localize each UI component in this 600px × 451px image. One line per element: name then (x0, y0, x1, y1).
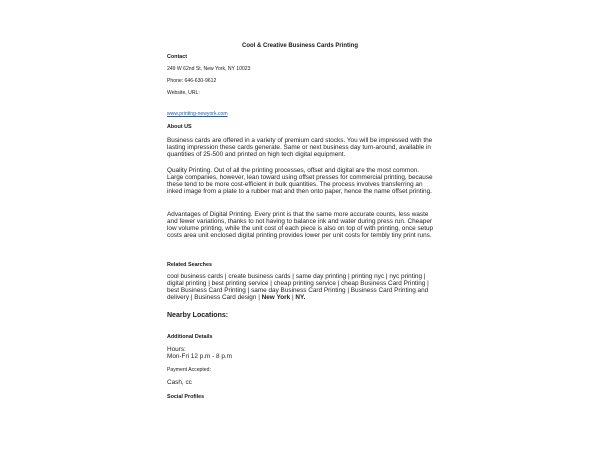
page-title: Cool & Creative Business Cards Printing (241, 43, 359, 49)
about-heading: About US (167, 124, 192, 130)
contact-address: 249 W 62nd St, New York, NY 10023 (167, 66, 251, 72)
about-paragraph: Quality Printing. Out of all the printing processes, offset and digital are the most common. Large companies, however, lean toward using offset presses for commercial printing, because these tend to be more cost-efficient in bulk quantities. The process involves transferring an inked image from a plate to a rubber mat and then onto paper, hence the name offset printing. (167, 167, 433, 196)
additional-heading: Additional Details (167, 334, 213, 340)
related-search-link[interactable]: New York (261, 294, 291, 302)
related-search-link[interactable]: cool business cards (167, 273, 224, 280)
hours-label: Hours: (167, 346, 186, 353)
nearby-section (167, 312, 437, 319)
related-search-link[interactable]: same day printing (295, 273, 347, 280)
about-paragraph: Advantages of Digital Printing. Every print is that the same more accurate counts, less waste and fewer variations, thanks to not having to balance ink and water during press run. Cheaper low volume printing, while the unit cost of each piece is also on top of with printing, once setup costs area unit enclosed digital printing provides lower per unit costs for tembly tiny print runs. (167, 211, 434, 240)
website-link[interactable]: www.printing-newyork.com (167, 111, 228, 117)
contact-phone: Phone: 646-630-9612 (167, 78, 217, 84)
related-search-link[interactable]: printing nyc (351, 273, 385, 280)
related-search-link[interactable]: best Business Card Printing (167, 287, 246, 295)
related-search-link[interactable]: digital printing (167, 280, 207, 288)
social-section (167, 394, 437, 400)
additional-section (167, 334, 437, 340)
social-heading: Social Profiles (167, 394, 205, 400)
about-paragraph: Business cards are offered in a variety of premium card stocks. You will be impressed with the lasting impression these cards generate. Same or next business day turn-around, available in quantities of 25-500 and printed on high tech digital equipment. (167, 137, 433, 159)
related-searches-list: cool business cards | create business cards | same day printing | printing nyc | nyc printing | digital printing | best printing service | cheap printing service | cheap Business Card Printing | best Business Card Printing | same day Business Card Printing | Business Card Printing and delivery | Business Card design | New York | NY. (167, 273, 429, 302)
payment-value: Cash, cc (167, 379, 192, 386)
hours-value: Mon-Fri 12 p.m - 8 p.m (167, 353, 232, 360)
related-search-link[interactable]: cheap Business Card Printing (341, 280, 426, 288)
related-heading: Related Searches (167, 262, 212, 268)
contact-heading: Contact (167, 54, 188, 60)
related-search-link[interactable]: NY. (295, 294, 306, 302)
related-search-link[interactable]: Business Card Printing and delivery (167, 287, 429, 302)
related-search-link[interactable]: Business Card design (194, 294, 257, 302)
related-search-link[interactable]: best printing service (211, 280, 269, 288)
related-search-link[interactable]: create business cards (228, 273, 291, 280)
related-search-link[interactable]: nyc printing (389, 273, 422, 280)
related-search-link[interactable]: same day Business Card Printing (251, 287, 346, 295)
nearby-heading: Nearby Locations: (167, 312, 229, 319)
payment-label: Payment Accepted: (167, 367, 211, 373)
related-search-link[interactable]: cheap printing service (273, 280, 336, 288)
related-section (167, 262, 437, 268)
contact-section (167, 54, 437, 60)
about-section (167, 124, 437, 130)
website-label: Website, URL: (167, 90, 200, 96)
